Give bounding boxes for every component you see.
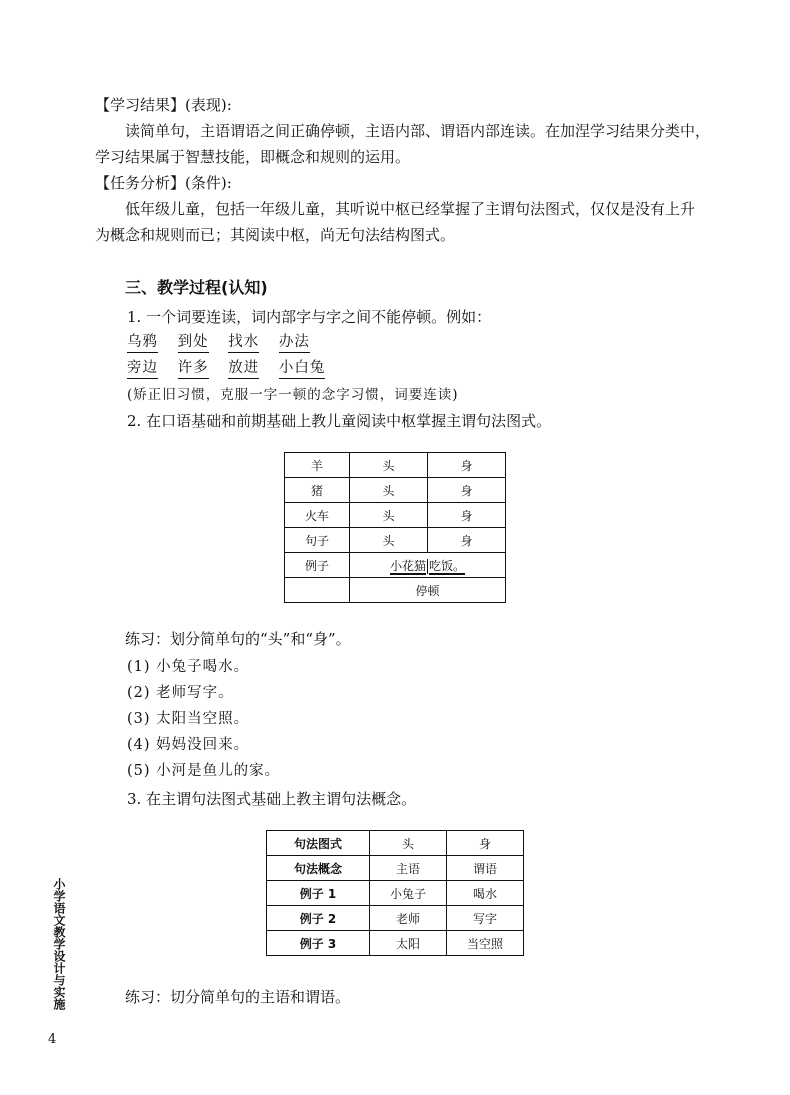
table-row: [285, 578, 506, 603]
exercise-item: (2) 老师写字。: [127, 685, 234, 701]
item3-text: 3. 在主谓句法图式基础上教主谓句法概念。: [127, 790, 417, 808]
table-row: [285, 553, 506, 578]
example-subject: 小花猫: [389, 558, 426, 573]
word-item: 小白兔: [279, 358, 326, 379]
example-sentence: [350, 553, 506, 578]
word-item: 放进: [228, 358, 259, 379]
word-item: 许多: [178, 358, 209, 379]
word-item: 到处: [178, 332, 209, 353]
concept-table: [266, 830, 524, 956]
table-row: 羊 头 身: [285, 453, 506, 478]
table-row: 句法图式 头 身: [267, 831, 524, 856]
word-item: 旁边: [127, 358, 158, 379]
side-book-title: 小学语文教学设计与实施: [52, 878, 66, 1010]
task-analysis-line1: 低年级儿童，包括一年级儿童，其听说中枢已经掌握了主谓句法图式，仅仅是没有上升: [125, 200, 696, 218]
word-item: 乌鸦: [127, 332, 158, 353]
task-analysis-line2: 为概念和规则而已；其阅读中枢，尚无句法结构图式。: [95, 226, 456, 244]
table-row: 句法概念 主语 谓语: [267, 856, 524, 881]
section-title: 三、教学过程(认知): [125, 278, 268, 297]
example-predicate: 吃饭。: [429, 558, 466, 573]
exercise-item: (5) 小河是鱼儿的家。: [127, 763, 281, 779]
pause-label: 停顿: [350, 578, 506, 603]
exercise2-title: 练习：切分简单句的主语和谓语。: [125, 988, 351, 1006]
word-item: 办法: [279, 332, 310, 353]
table-row: 例子 2 老师 写字: [267, 906, 524, 931]
schema-table: [284, 452, 506, 603]
table-row: 句子 头 身: [285, 528, 506, 553]
exercise-item: (3) 太阳当空照。: [127, 711, 250, 727]
learning-result-line1: 读简单句，主语谓语之间正确停顿，主语内部、谓语内部连读。在加涅学习结果分类中，: [125, 122, 711, 140]
word-list-row2: [127, 356, 339, 380]
pause-marker: [427, 559, 428, 574]
task-analysis-title: 【任务分析】(条件):: [95, 174, 232, 192]
exercise1-title: 练习：划分简单句的“头”和“身”。: [125, 630, 351, 648]
learning-result-line2: 学习结果属于智慧技能，即概念和规则的运用。: [95, 148, 411, 166]
exercise-item: (4) 妈妈没回来。: [127, 737, 250, 753]
page-number: 4: [48, 1032, 57, 1047]
table-row: 猪 头 身: [285, 478, 506, 503]
table-row: 火车 头 身: [285, 503, 506, 528]
learning-result-title: 【学习结果】(表现):: [95, 96, 232, 114]
table-row: 例子 1 小兔子 喝水: [267, 881, 524, 906]
word-item: 找水: [228, 332, 259, 353]
exercise-item: (1) 小兔子喝水。: [127, 659, 250, 675]
word-list-row1: [127, 330, 324, 354]
example-label: 例子: [285, 553, 350, 578]
table-row: 例子 3 太阳 当空照: [267, 931, 524, 956]
item1-note: (矫正旧习惯，克服一字一顿的念字习惯，词要连读): [127, 387, 459, 403]
item1-text: 1. 一个词要连读，词内部字与字之间不能停顿。例如：: [127, 308, 492, 326]
item2-text: 2. 在口语基础和前期基础上教儿童阅读中枢掌握主谓句法图式。: [127, 412, 552, 430]
